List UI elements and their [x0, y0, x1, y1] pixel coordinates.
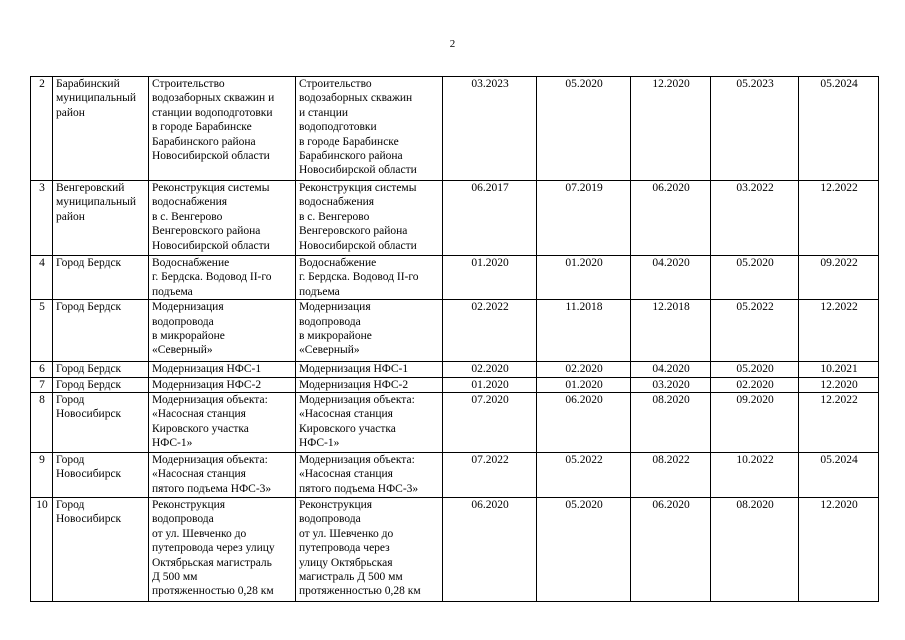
date-cell: 01.2020: [443, 377, 537, 392]
date-cell: 05.2022: [537, 453, 631, 498]
date-cell: 12.2018: [631, 300, 711, 362]
project-cell: Реконструкция системы водоснабжения в с. Венгерово Венгеровского района Новосибирской области: [296, 181, 443, 256]
date-cell: 12.2020: [799, 498, 879, 602]
date-cell: 03.2023: [443, 77, 537, 181]
date-cell: 01.2020: [443, 256, 537, 300]
district-cell: Город Бердск: [53, 362, 149, 377]
row-number: 4: [31, 256, 53, 300]
date-cell: 06.2020: [631, 498, 711, 602]
district-cell: Барабинский муниципальный район: [53, 77, 149, 181]
district-cell: Город Бердск: [53, 256, 149, 300]
date-cell: 01.2020: [537, 256, 631, 300]
district-cell: Город Новосибирск: [53, 453, 149, 498]
date-cell: 10.2021: [799, 362, 879, 377]
row-number: 10: [31, 498, 53, 602]
date-cell: 05.2020: [711, 362, 799, 377]
object-cell: Модернизация НФС-1: [149, 362, 296, 377]
object-cell: Строительство водозаборных скважин и станции водоподготовки в городе Барабинске Барабинского района Новосибирской области: [149, 77, 296, 181]
object-cell: Реконструкция водопровода от ул. Шевченко до путепровода через улицу Октябрьская магистраль Д 500 мм протяженностью 0,28 км: [149, 498, 296, 602]
date-cell: 05.2022: [711, 300, 799, 362]
table-row: [31, 498, 879, 602]
project-cell: Модернизация НФС-1: [296, 362, 443, 377]
date-cell: 12.2022: [799, 181, 879, 256]
date-cell: 07.2020: [443, 393, 537, 453]
date-cell: 02.2020: [537, 362, 631, 377]
date-cell: 12.2022: [799, 393, 879, 453]
object-cell: Модернизация объекта: «Насосная станция пятого подъема НФС-3»: [149, 453, 296, 498]
schedule-table: [30, 76, 879, 602]
row-number: 9: [31, 453, 53, 498]
date-cell: 11.2018: [537, 300, 631, 362]
date-cell: 08.2020: [711, 498, 799, 602]
object-cell: Водоснабжение г. Бердска. Водовод II-го подъема: [149, 256, 296, 300]
date-cell: 05.2020: [711, 256, 799, 300]
project-cell: Строительство водозаборных скважин и станции водоподготовки в городе Барабинске Барабинского района Новосибирской области: [296, 77, 443, 181]
row-number: 8: [31, 393, 53, 453]
table-row: [31, 77, 879, 181]
project-cell: Модернизация объекта: «Насосная станция Кировского участка НФС-1»: [296, 393, 443, 453]
date-cell: 09.2022: [799, 256, 879, 300]
table-row: [31, 256, 879, 300]
date-cell: 12.2020: [631, 77, 711, 181]
date-cell: 05.2024: [799, 453, 879, 498]
date-cell: 12.2022: [799, 300, 879, 362]
project-cell: Водоснабжение г. Бердска. Водовод II-го подъема: [296, 256, 443, 300]
date-cell: 01.2020: [537, 377, 631, 392]
object-cell: Модернизация НФС-2: [149, 377, 296, 392]
table-row: [31, 453, 879, 498]
page-number: 2: [449, 38, 456, 50]
district-cell: Город Бердск: [53, 377, 149, 392]
table-row: [31, 362, 879, 377]
district-cell: Город Бердск: [53, 300, 149, 362]
table-row: [31, 181, 879, 256]
date-cell: 12.2020: [799, 377, 879, 392]
date-cell: 06.2020: [443, 498, 537, 602]
date-cell: 02.2022: [443, 300, 537, 362]
project-cell: Реконструкция водопровода от ул. Шевченко до путепровода через улицу Октябрьская магистраль Д 500 мм протяженностью 0,28 км: [296, 498, 443, 602]
row-number: 5: [31, 300, 53, 362]
date-cell: 09.2020: [711, 393, 799, 453]
date-cell: 06.2020: [537, 393, 631, 453]
date-cell: 05.2020: [537, 77, 631, 181]
date-cell: 06.2017: [443, 181, 537, 256]
object-cell: Модернизация объекта: «Насосная станция Кировского участка НФС-1»: [149, 393, 296, 453]
row-number: 2: [31, 77, 53, 181]
district-cell: Город Новосибирск: [53, 393, 149, 453]
date-cell: 02.2020: [711, 377, 799, 392]
date-cell: 04.2020: [631, 256, 711, 300]
date-cell: 05.2024: [799, 77, 879, 181]
table-body: [31, 77, 879, 602]
row-number: 7: [31, 377, 53, 392]
table-row: [31, 300, 879, 362]
date-cell: 10.2022: [711, 453, 799, 498]
project-cell: Модернизация НФС-2: [296, 377, 443, 392]
date-cell: 05.2023: [711, 77, 799, 181]
date-cell: 07.2019: [537, 181, 631, 256]
date-cell: 03.2022: [711, 181, 799, 256]
project-cell: Модернизация водопровода в микрорайоне «Северный»: [296, 300, 443, 362]
object-cell: Реконструкция системы водоснабжения в с. Венгерово Венгеровского района Новосибирской области: [149, 181, 296, 256]
date-cell: 08.2022: [631, 453, 711, 498]
date-cell: 08.2020: [631, 393, 711, 453]
object-cell: Модернизация водопровода в микрорайоне «Северный»: [149, 300, 296, 362]
date-cell: 07.2022: [443, 453, 537, 498]
table-row: [31, 377, 879, 392]
row-number: 6: [31, 362, 53, 377]
district-cell: Город Новосибирск: [53, 498, 149, 602]
date-cell: 05.2020: [537, 498, 631, 602]
project-cell: Модернизация объекта: «Насосная станция пятого подъема НФС-3»: [296, 453, 443, 498]
row-number: 3: [31, 181, 53, 256]
date-cell: 04.2020: [631, 362, 711, 377]
date-cell: 03.2020: [631, 377, 711, 392]
table-row: [31, 393, 879, 453]
date-cell: 02.2020: [443, 362, 537, 377]
date-cell: 06.2020: [631, 181, 711, 256]
district-cell: Венгеровский муниципальный район: [53, 181, 149, 256]
